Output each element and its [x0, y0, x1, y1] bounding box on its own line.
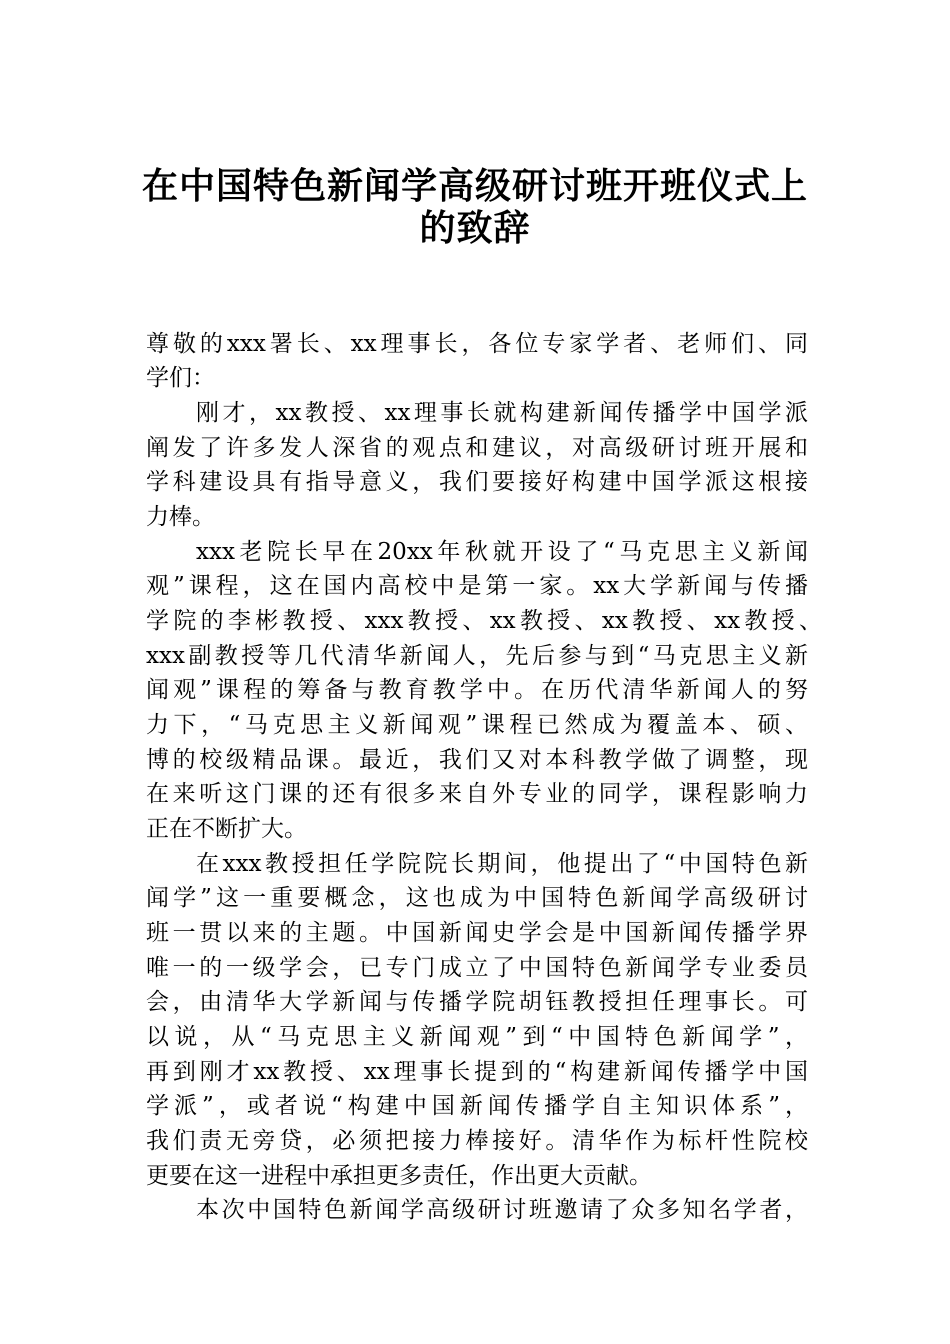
paragraph-line: 闻观”课程的筹备与教育教学中。在历代清华新闻人的努: [146, 677, 808, 703]
paragraph-line: 学院的李彬教授、xxx教授、xx教授、xx教授、xx教授、: [146, 608, 822, 634]
paragraph-line: 更要在这一进程中承担更多责任，作出更大贡献。: [146, 1163, 652, 1189]
paragraph-line: xxx副教授等几代清华新闻人，先后参与到“马克思主义新: [146, 643, 808, 669]
paragraph-line: 以说，从“马克思主义新闻观”到“中国特色新闻学”，: [146, 1024, 808, 1050]
paragraph-line: 唯一的一级学会，已专门成立了中国特色新闻学专业委员: [146, 955, 808, 981]
paragraph-line: 我们责无旁贷，必须把接力棒接好。清华作为标杆性院校: [146, 1128, 808, 1154]
paragraph-line: 学科建设具有指导意义，我们要接好构建中国学派这根接: [146, 469, 808, 495]
document-title-line-1: 在中国特色新闻学高级研讨班开班仪式上: [141, 165, 808, 207]
paragraph-line: 博的校级精品课。最近，我们又对本科教学做了调整，现: [146, 747, 808, 773]
paragraph-line: 会，由清华大学新闻与传播学院胡钰教授担任理事长。可: [146, 989, 808, 1015]
paragraph-line: 在来听这门课的还有很多来自外专业的同学，课程影响力: [146, 781, 808, 807]
paragraph-line: 观”课程，这在国内高校中是第一家。xx大学新闻与传播: [146, 573, 808, 599]
document-title-line-2: 的致辞: [419, 207, 531, 249]
paragraph-line: 学们：: [146, 365, 215, 391]
paragraph-line: 学派”，或者说“构建中国新闻传播学自主知识体系”，: [146, 1093, 808, 1119]
paragraph-line: 在xxx教授担任学院院长期间，他提出了“中国特色新: [196, 851, 808, 877]
paragraph-line: 闻学”这一重要概念，这也成为中国特色新闻学高级研讨: [146, 885, 808, 911]
paragraph-line: 阐发了许多发人深省的观点和建议，对高级研讨班开展和: [146, 435, 808, 461]
paragraph-line: 正在不断扩大。: [146, 816, 307, 842]
paragraph-line: 再到刚才xx教授、xx理事长提到的“构建新闻传播学中国: [146, 1059, 808, 1085]
paragraph-line: 本次中国特色新闻学高级研讨班邀请了众多知名学者，: [196, 1197, 808, 1223]
paragraph-line: 班一贯以来的主题。中国新闻史学会是中国新闻传播学界: [146, 920, 808, 946]
paragraph-line: 力棒。: [146, 504, 215, 530]
paragraph-line: 刚才，xx教授、xx理事长就构建新闻传播学中国学派: [196, 400, 808, 426]
paragraph-line: 尊敬的xxx署长、xx理事长，各位专家学者、老师们、同: [146, 331, 808, 357]
paragraph-line: 力下，“马克思主义新闻观”课程已然成为覆盖本、硕、: [146, 712, 808, 738]
paragraph-line: xxx老院长早在20xx年秋就开设了“马克思主义新闻: [196, 539, 808, 565]
